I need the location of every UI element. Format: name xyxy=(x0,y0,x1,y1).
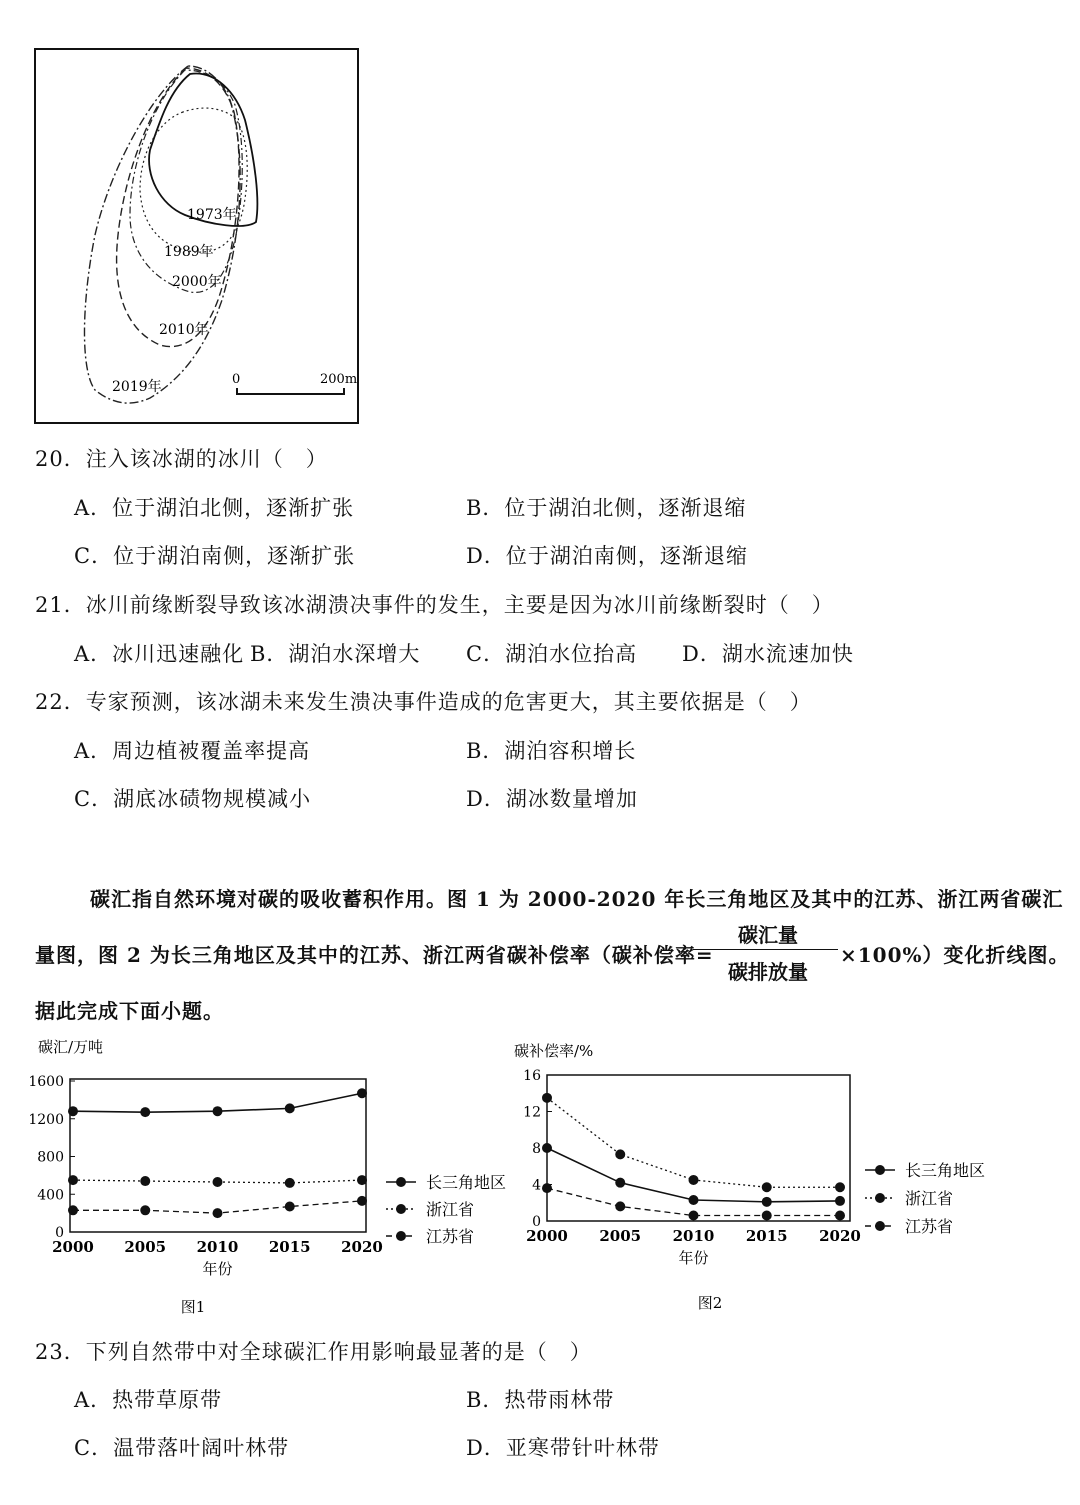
plot-frame xyxy=(547,1075,850,1221)
y-axis-label: 碳汇/万吨 xyxy=(38,1038,104,1056)
year-label-1989: 1989年 xyxy=(164,244,214,260)
y-tick-label: 0 xyxy=(532,1214,541,1230)
x-tick-label: 2005 xyxy=(124,1238,167,1256)
intro-line-3: 据此完成下面小题。 xyxy=(35,999,224,1023)
x-tick-label: 2010 xyxy=(672,1227,715,1245)
x-tick-label: 2000 xyxy=(52,1238,94,1256)
chart-title: 图1 xyxy=(180,1298,206,1316)
legend-label-1: 浙江省 xyxy=(905,1189,954,1208)
data-point xyxy=(689,1195,699,1205)
data-point xyxy=(68,1205,78,1215)
data-point xyxy=(689,1175,699,1185)
data-point xyxy=(615,1178,625,1188)
legend-marker-1 xyxy=(875,1193,885,1203)
q21-option-a[interactable]: A．冰川迅速融化 xyxy=(74,642,245,666)
fraction-denominator: 碳排放量 xyxy=(728,960,808,984)
data-point xyxy=(285,1178,295,1188)
data-point xyxy=(762,1197,772,1207)
data-point xyxy=(615,1201,625,1211)
q20-option-a[interactable]: A．位于湖泊北侧，逐渐扩张 xyxy=(74,496,355,520)
x-tick-label: 2005 xyxy=(599,1227,642,1245)
data-point xyxy=(68,1106,78,1116)
data-point xyxy=(357,1088,367,1098)
q22-option-b[interactable]: B．湖泊容积增长 xyxy=(466,739,637,763)
intro-line-2-post: ×100%）变化折线图。 xyxy=(840,943,1070,967)
scale-bar xyxy=(232,372,357,394)
q23-option-b[interactable]: B．热带雨林带 xyxy=(466,1388,615,1412)
q22-option-d[interactable]: D．湖冰数量增加 xyxy=(466,787,638,811)
data-point xyxy=(140,1205,150,1215)
y-tick-label: 1200 xyxy=(28,1111,64,1128)
q20-option-b[interactable]: B．位于湖泊北侧，逐渐退缩 xyxy=(466,496,747,520)
q20-option-c[interactable]: C．位于湖泊南侧，逐渐扩张 xyxy=(74,544,356,568)
series-line-1 xyxy=(547,1098,840,1187)
question-22-stem: 22．专家预测，该冰湖未来发生溃决事件造成的危害更大，其主要依据是（ ） xyxy=(35,690,812,714)
y-tick-label: 1600 xyxy=(28,1074,64,1090)
y-tick-label: 4 xyxy=(532,1177,541,1194)
question-21-stem: 21．冰川前缘断裂导致该冰湖溃决事件的发生，主要是因为冰川前缘断裂时（ ） xyxy=(35,593,834,617)
data-point xyxy=(357,1175,367,1185)
q21-option-d[interactable]: D．湖水流速加快 xyxy=(682,642,854,666)
lake-outline-1973 xyxy=(149,74,257,226)
y-tick-label: 16 xyxy=(523,1068,541,1084)
x-tick-label: 2015 xyxy=(745,1227,788,1245)
year-label-2019: 2019年 xyxy=(112,379,162,395)
scale-end-label: 200m xyxy=(320,372,358,387)
legend-label-0: 长三角地区 xyxy=(426,1173,507,1192)
x-tick-label: 2020 xyxy=(819,1227,861,1245)
x-tick-label: 2010 xyxy=(196,1238,239,1256)
q23-option-c[interactable]: C．温带落叶阔叶林带 xyxy=(74,1436,290,1460)
data-point xyxy=(213,1106,223,1116)
q20-option-d[interactable]: D．位于湖泊南侧，逐渐退缩 xyxy=(466,544,748,568)
data-point xyxy=(762,1182,772,1192)
q22-option-a[interactable]: A．周边植被覆盖率提高 xyxy=(74,739,311,763)
y-tick-label: 0 xyxy=(55,1225,64,1241)
chart-2-compensation-rate xyxy=(500,1030,1000,1320)
chart-title: 图2 xyxy=(697,1294,723,1312)
series-line-0 xyxy=(547,1148,840,1202)
x-tick-label: 2000 xyxy=(526,1227,568,1245)
y-tick-label: 8 xyxy=(532,1141,541,1157)
q21-option-b[interactable]: B．湖泊水深增大 xyxy=(250,642,421,666)
data-point xyxy=(213,1177,223,1187)
data-point xyxy=(762,1211,772,1221)
legend-marker-2 xyxy=(396,1231,406,1241)
year-label-1973: 1973年 xyxy=(187,207,237,223)
y-tick-label: 800 xyxy=(37,1149,64,1166)
data-point xyxy=(68,1175,78,1185)
q22-option-c[interactable]: C．湖底冰碛物规模减小 xyxy=(74,787,312,811)
q23-option-a[interactable]: A．热带草原带 xyxy=(74,1388,223,1412)
x-tick-label: 2020 xyxy=(341,1238,383,1256)
q21-option-c[interactable]: C．湖泊水位抬高 xyxy=(466,642,638,666)
question-23-stem: 23．下列自然带中对全球碳汇作用影响最显著的是（ ） xyxy=(35,1340,592,1364)
data-point xyxy=(213,1208,223,1218)
data-point xyxy=(835,1182,845,1192)
data-point xyxy=(285,1103,295,1113)
year-label-2010: 2010年 xyxy=(159,322,209,338)
data-point xyxy=(542,1093,552,1103)
intro-line-2-pre: 量图，图 2 为长三角地区及其中的江苏、浙江两省碳补偿率（碳补偿率= xyxy=(35,943,714,967)
map-frame xyxy=(35,49,358,423)
data-point xyxy=(542,1143,552,1153)
x-tick-label: 2015 xyxy=(268,1238,311,1256)
y-axis-label: 碳补偿率/% xyxy=(514,1042,594,1060)
x-axis-label: 年份 xyxy=(678,1249,709,1267)
legend-marker-0 xyxy=(875,1165,885,1175)
legend-label-1: 浙江省 xyxy=(426,1200,475,1219)
data-point xyxy=(285,1202,295,1212)
data-point xyxy=(835,1196,845,1206)
x-axis-label: 年份 xyxy=(202,1260,233,1278)
data-point xyxy=(357,1196,367,1206)
question-20-stem: 20．注入该冰湖的冰川（ ） xyxy=(35,447,328,471)
glacier-lake-map xyxy=(0,0,380,440)
y-tick-label: 400 xyxy=(37,1187,64,1204)
data-point xyxy=(140,1176,150,1186)
legend-label-2: 江苏省 xyxy=(426,1227,475,1246)
fraction-bar xyxy=(693,949,838,950)
data-point xyxy=(689,1211,699,1221)
fraction-numerator: 碳汇量 xyxy=(738,923,798,947)
legend-marker-0 xyxy=(396,1177,406,1187)
y-tick-label: 12 xyxy=(523,1104,541,1121)
scale-start-label: 0 xyxy=(232,372,241,387)
data-point xyxy=(615,1149,625,1159)
intro-line-1: 碳汇指自然环境对碳的吸收蓄积作用。图 1 为 2000-2020 年长三角地区及其中的江苏、浙江两省碳汇 xyxy=(90,887,1064,911)
data-point xyxy=(542,1183,552,1193)
data-point xyxy=(835,1211,845,1221)
q23-option-d[interactable]: D．亚寒带针叶林带 xyxy=(466,1436,660,1460)
data-point xyxy=(140,1107,150,1117)
chart-1-carbon-sink xyxy=(0,1030,530,1320)
legend-marker-2 xyxy=(875,1221,885,1231)
legend-marker-1 xyxy=(396,1204,406,1214)
legend-label-2: 江苏省 xyxy=(905,1217,954,1236)
year-label-2000: 2000年 xyxy=(172,274,222,290)
legend-label-0: 长三角地区 xyxy=(905,1161,986,1180)
